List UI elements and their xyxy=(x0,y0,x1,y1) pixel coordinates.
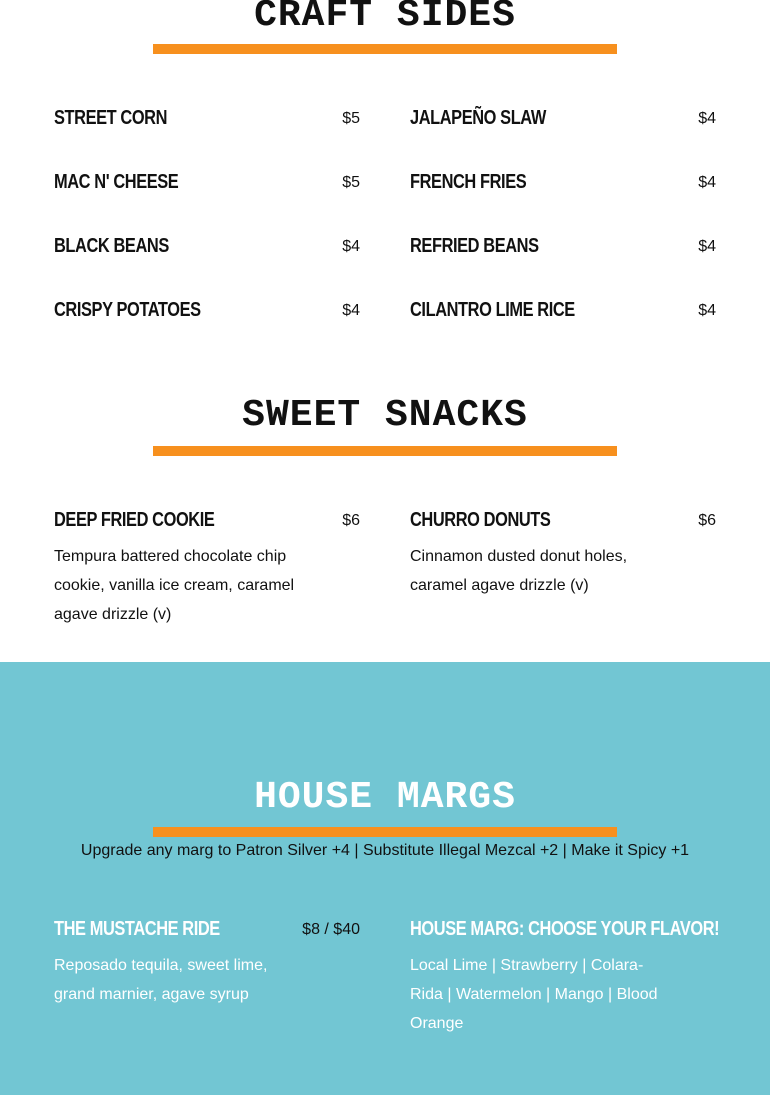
craft-sides-title: CRAFT SIDES xyxy=(254,0,516,37)
menu-item-name: HOUSE MARG: CHOOSE YOUR FLAVOR! xyxy=(410,918,720,940)
menu-item-name: CRISPY POTATOES xyxy=(54,299,201,321)
menu-item-price: $4 xyxy=(698,302,716,319)
sweet-snacks-title: SWEET SNACKS xyxy=(242,394,528,437)
upgrade-note: Upgrade any marg to Patron Silver +4 | Substitute Illegal Mezcal +2 | Make it Spicy +1 xyxy=(80,842,690,859)
menu-item-description: Reposado tequila, sweet lime, grand marnier, agave syrup xyxy=(54,957,268,1003)
menu-item-name: CHURRO DONUTS xyxy=(410,509,551,531)
menu-item-name: DEEP FRIED COOKIE xyxy=(54,509,215,531)
menu-item-price: $4 xyxy=(342,238,360,255)
menu-item-price: $6 xyxy=(342,512,360,529)
menu-item-name: STREET CORN xyxy=(54,107,168,129)
menu-item-description: Cinnamon dusted donut holes, caramel agave drizzle (v) xyxy=(410,548,628,594)
menu-item-price: $8 / $40 xyxy=(302,921,360,938)
menu-item-name: MAC N' CHEESE xyxy=(54,171,179,193)
house-margs-divider xyxy=(153,827,617,837)
menu-item-description: Tempura battered chocolate chip cookie, vanilla ice cream, caramel agave drizzle (v) xyxy=(54,548,295,623)
house-margs-title: HOUSE MARGS xyxy=(254,776,516,819)
menu-item-price: $5 xyxy=(342,174,360,191)
menu-item-price: $5 xyxy=(342,110,360,127)
sweet-snacks-divider xyxy=(153,446,617,456)
menu-item-name: CILANTRO LIME RICE xyxy=(410,299,575,321)
menu-item-name: FRENCH FRIES xyxy=(410,171,527,193)
menu-item-name: BLACK BEANS xyxy=(54,235,169,257)
menu-item-price: $4 xyxy=(698,110,716,127)
menu-item-price: $4 xyxy=(698,174,716,191)
menu-item-price: $4 xyxy=(342,302,360,319)
menu-item-price: $6 xyxy=(698,512,716,529)
menu-item-name: JALAPEÑO SLAW xyxy=(410,107,546,129)
menu-item-name: THE MUSTACHE RIDE xyxy=(54,918,220,940)
menu-item-price: $4 xyxy=(698,238,716,255)
menu-item-name: REFRIED BEANS xyxy=(410,235,539,257)
craft-sides-divider xyxy=(153,44,617,54)
house-margs-section xyxy=(0,662,770,1095)
menu-item-description: Local Lime | Strawberry | Colara-Rida | Watermelon | Mango | Blood Orange xyxy=(410,957,658,1032)
